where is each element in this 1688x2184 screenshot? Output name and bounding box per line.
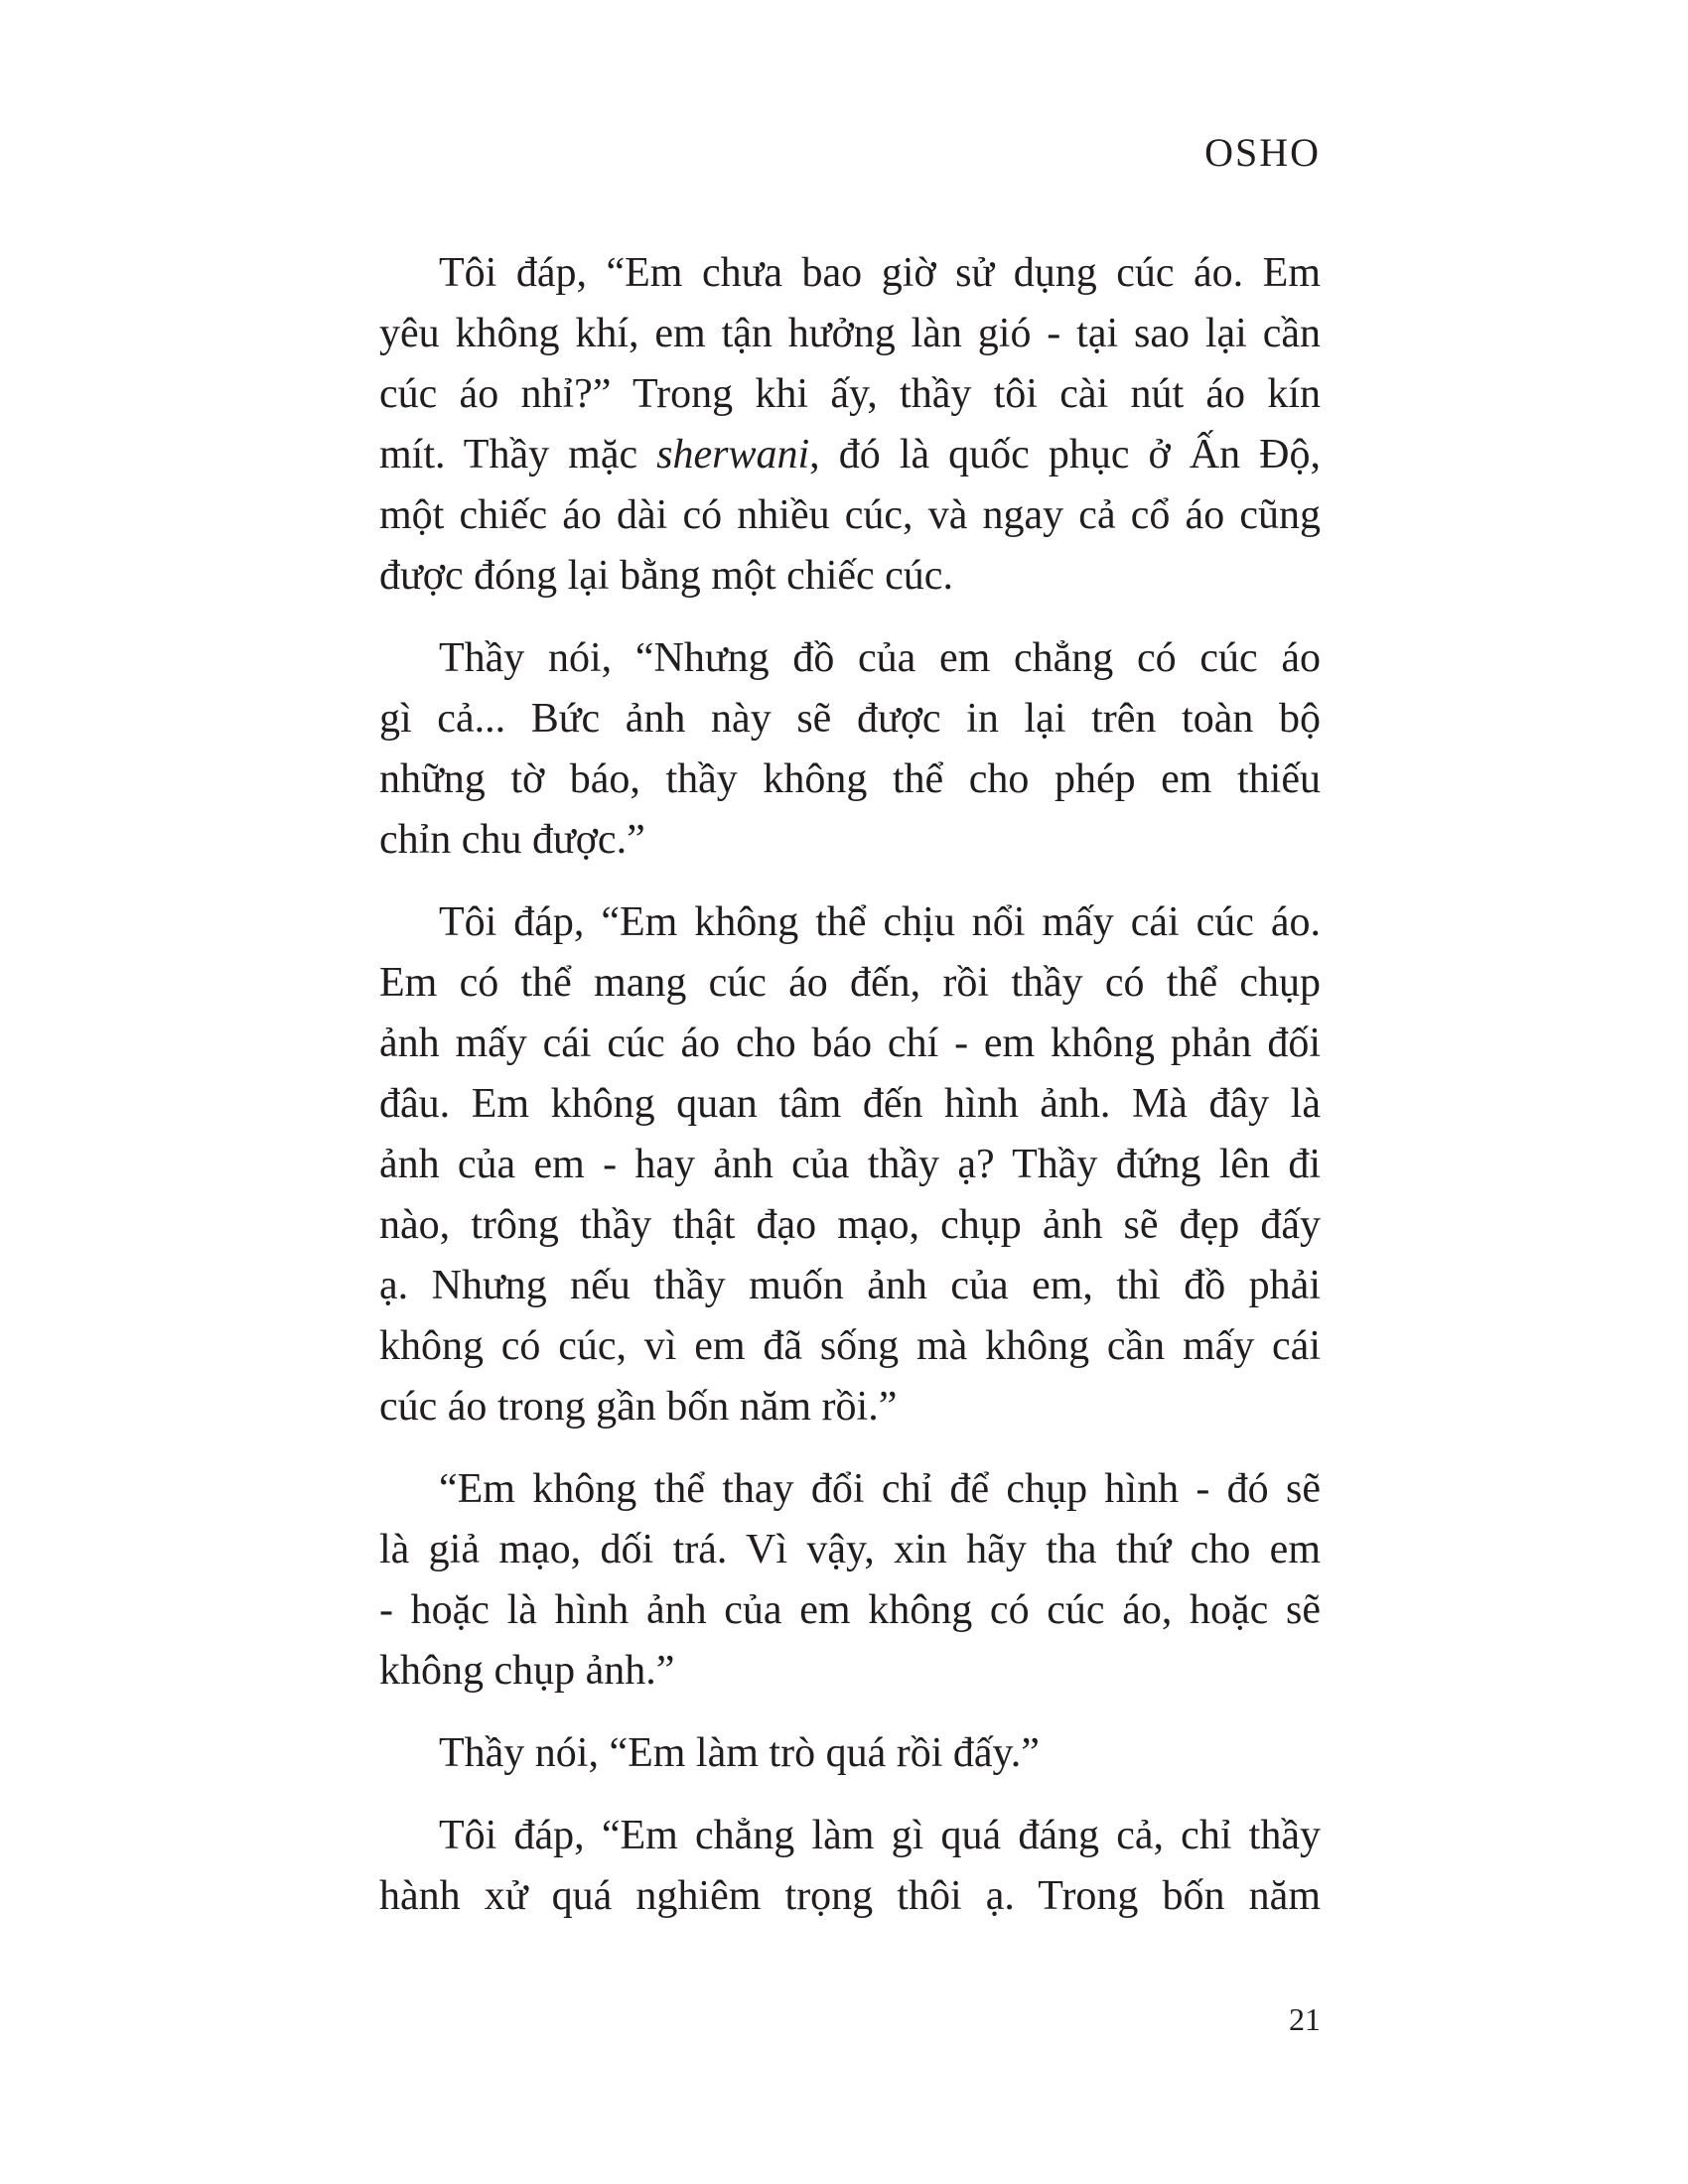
text-line: nào, trông thầy thật đạo mạo, chụp ảnh sẽ đẹp đấy: [379, 1202, 1321, 1248]
text-line: Tôi đáp, “Em chưa bao giờ sử dụng cúc áo. Em: [439, 250, 1321, 296]
paragraph: [379, 628, 1321, 871]
text-line: [379, 425, 1321, 485]
paragraph: [379, 243, 1321, 607]
text-line: Thầy nói, “Nhưng đồ của em chẳng có cúc áo: [439, 635, 1321, 681]
text-line: “Em không thể thay đổi chỉ để chụp hình - đó sẽ: [439, 1466, 1321, 1512]
text-line: Tôi đáp, “Em không thể chịu nổi mấy cái cúc áo.: [439, 899, 1321, 945]
text-line: ảnh mấy cái cúc áo cho báo chí - em không phản đối: [379, 1021, 1321, 1066]
paragraph: [379, 892, 1321, 1437]
text-line: Em có thể mang cúc áo đến, rồi thầy có thể chụp: [379, 960, 1321, 1006]
text-line: Tôi đáp, “Em chẳng làm gì quá đáng cả, chỉ thầy: [439, 1813, 1321, 1858]
text-block: [379, 243, 1321, 1949]
paragraph: [379, 1723, 1321, 1784]
running-header: OSHO: [1204, 130, 1321, 175]
text-line: gì cả... Bức ảnh này sẽ được in lại trên toàn bộ: [379, 696, 1321, 742]
text-segment: , đó là quốc phục ở Ấn Độ,: [809, 432, 1321, 478]
text-line: cúc áo nhỉ?” Trong khi ấy, thầy tôi cài nút áo kín: [379, 371, 1321, 417]
text-line: một chiếc áo dài có nhiều cúc, và ngay cả cổ áo cũng: [379, 492, 1321, 538]
italic-term: sherwani: [656, 432, 810, 478]
text-line: đâu. Em không quan tâm đến hình ảnh. Mà đây là: [379, 1081, 1321, 1127]
text-line: chỉn chu được.”: [379, 817, 645, 863]
text-line: cúc áo trong gần bốn năm rồi.”: [379, 1384, 898, 1430]
text-line: ạ. Nhưng nếu thầy muốn ảnh của em, thì đồ phải: [379, 1263, 1321, 1308]
text-line: Thầy nói, “Em làm trò quá rồi đấy.”: [439, 1730, 1040, 1776]
paragraph: [379, 1459, 1321, 1702]
text-line: - hoặc là hình ảnh của em không có cúc áo, hoặc sẽ: [379, 1587, 1321, 1633]
paragraph: [379, 1806, 1321, 1927]
page-number: 21: [1289, 2001, 1321, 2037]
text-line: được đóng lại bằng một chiếc cúc.: [379, 553, 953, 599]
text-line: những tờ báo, thầy không thể cho phép em thiếu: [379, 756, 1321, 802]
text-line: là giả mạo, dối trá. Vì vậy, xin hãy tha thứ cho em: [379, 1527, 1321, 1572]
text-line: hành xử quá nghiêm trọng thôi ạ. Trong bốn năm: [379, 1873, 1321, 1919]
text-line: ảnh của em - hay ảnh của thầy ạ? Thầy đứng lên đi: [379, 1142, 1321, 1187]
text-line: yêu không khí, em tận hưởng làn gió - tại sao lại cần: [379, 311, 1321, 356]
text-line: không có cúc, vì em đã sống mà không cần mấy cái: [379, 1323, 1321, 1369]
text-segment: mít. Thầy mặc: [379, 432, 657, 478]
text-line: không chụp ảnh.”: [379, 1648, 675, 1694]
